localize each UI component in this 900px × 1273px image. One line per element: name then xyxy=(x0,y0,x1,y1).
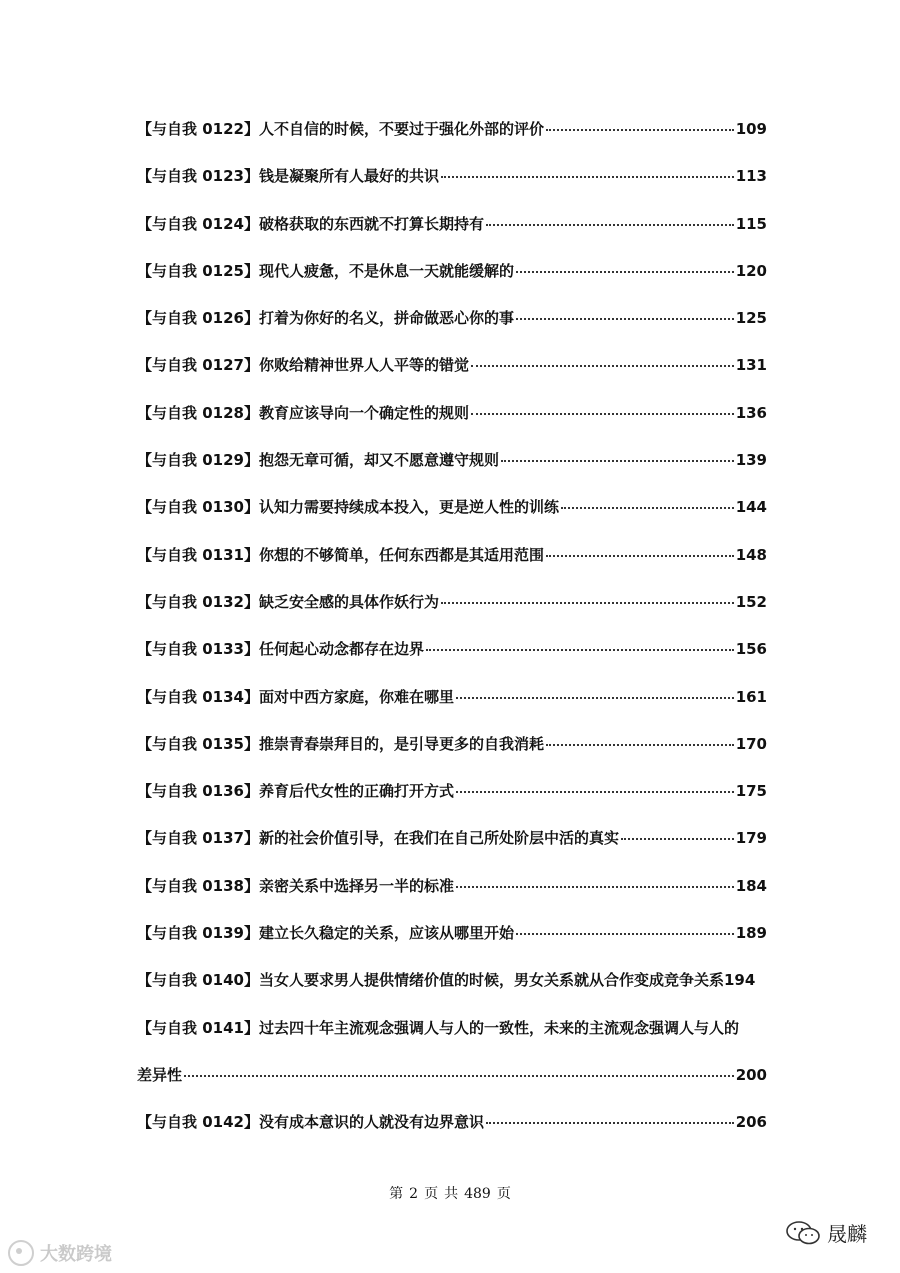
page-footer: 第 2 页 共 489 页 xyxy=(389,1186,511,1202)
dot-leader xyxy=(486,224,734,226)
entry-title: 打着为你好的名义，拼命做恶心你的事 xyxy=(258,309,514,328)
dot-leader xyxy=(546,744,734,746)
entry-title: 抱怨无章可循，却又不愿意遵守规则 xyxy=(258,451,499,470)
entry-title: 亲密关系中选择另一半的标准 xyxy=(258,876,454,895)
toc-entry[interactable] xyxy=(137,354,767,401)
entry-number: 【与自我 0124】 xyxy=(137,214,259,233)
entry-number: 【与自我 0130】 xyxy=(137,498,259,517)
dot-leader xyxy=(184,1075,734,1077)
toc-entry[interactable] xyxy=(137,1111,767,1158)
entry-title: 任何起心动念都存在边界 xyxy=(258,640,424,659)
entry-page: 131 xyxy=(735,356,767,375)
entry-title: 没有成本意识的人就没有边界意识 xyxy=(258,1113,484,1132)
entry-number: 【与自我 0138】 xyxy=(137,876,259,895)
dot-leader xyxy=(516,271,734,273)
entry-page: 179 xyxy=(735,829,767,848)
entry-number: 【与自我 0126】 xyxy=(137,309,259,328)
toc-entry[interactable] xyxy=(137,875,767,922)
entry-page: 125 xyxy=(735,309,767,328)
entry-page: 184 xyxy=(735,876,767,895)
entry-page: 136 xyxy=(735,403,767,422)
wechat-watermark: 晟麟 xyxy=(785,1218,867,1247)
entry-title: 差异性 xyxy=(137,1065,183,1084)
toc-entry[interactable] xyxy=(137,307,767,354)
entry-title: 养育后代女性的正确打开方式 xyxy=(258,782,454,801)
entry-title: 当女人要求男人提供情绪价值的时候，男女关系就从合作变成竞争关系 xyxy=(258,971,724,990)
total-pages: 489 xyxy=(464,1186,491,1202)
dot-leader xyxy=(456,886,734,888)
entry-number: 【与自我 0123】 xyxy=(137,167,259,186)
entry-page: 148 xyxy=(735,545,767,564)
dot-leader xyxy=(486,1122,734,1124)
entry-page: 115 xyxy=(735,214,767,233)
entry-page: 194 xyxy=(724,971,756,990)
entry-page: 120 xyxy=(735,261,767,280)
entry-number: 【与自我 0139】 xyxy=(137,924,259,943)
entry-page: 206 xyxy=(735,1113,767,1132)
entry-number: 【与自我 0141】 xyxy=(137,1018,259,1037)
dot-leader xyxy=(471,365,734,367)
toc-entry[interactable] xyxy=(137,402,767,449)
dot-leader xyxy=(516,933,734,935)
entry-page: 170 xyxy=(735,734,767,753)
entry-page: 200 xyxy=(735,1065,767,1084)
entry-title: 缺乏安全感的具体作妖行为 xyxy=(258,592,439,611)
entry-number: 【与自我 0135】 xyxy=(137,734,259,753)
dot-leader xyxy=(426,649,734,651)
toc-entry[interactable] xyxy=(137,496,767,543)
watermark-left: 大数跨境 xyxy=(8,1240,112,1266)
entry-number: 【与自我 0122】 xyxy=(137,120,259,138)
toc-entry[interactable] xyxy=(137,118,767,165)
entry-number: 【与自我 0127】 xyxy=(137,356,259,375)
entry-title: 认知力需要持续成本投入，更是逆人性的训练 xyxy=(258,498,559,517)
entry-page: 175 xyxy=(735,782,767,801)
dot-leader xyxy=(501,460,734,462)
dot-leader xyxy=(441,602,734,604)
toc-entry[interactable] xyxy=(137,922,767,969)
entry-title: 你败给精神世界人人平等的错觉 xyxy=(258,356,469,375)
entry-number: 【与自我 0129】 xyxy=(137,451,259,470)
toc-entry[interactable] xyxy=(137,165,767,212)
entry-title: 破格获取的东西就不打算长期持有 xyxy=(258,214,484,233)
entry-number: 【与自我 0140】 xyxy=(137,971,259,990)
dot-leader xyxy=(546,555,734,557)
entry-title: 面对中西方家庭，你难在哪里 xyxy=(258,687,454,706)
toc-entry[interactable] xyxy=(137,544,767,591)
toc-entry[interactable] xyxy=(137,449,767,496)
toc-entry[interactable] xyxy=(137,1017,767,1064)
dot-leader xyxy=(546,129,734,131)
toc-entry[interactable] xyxy=(137,591,767,638)
toc-entry[interactable] xyxy=(137,733,767,780)
dot-leader xyxy=(441,176,734,178)
toc-entry[interactable] xyxy=(137,827,767,874)
entry-number: 【与自我 0125】 xyxy=(137,261,259,280)
entry-number: 【与自我 0133】 xyxy=(137,640,259,659)
wechat-icon xyxy=(785,1219,821,1247)
entry-number: 【与自我 0137】 xyxy=(137,829,259,848)
entry-title: 推崇青春崇拜目的，是引导更多的自我消耗 xyxy=(258,734,544,753)
entry-number: 【与自我 0134】 xyxy=(137,687,259,706)
entry-title: 新的社会价值引导，在我们在自己所处阶层中活的真实 xyxy=(258,829,619,848)
dot-leader xyxy=(456,697,734,699)
table-of-contents xyxy=(137,118,767,1159)
toc-entry[interactable] xyxy=(137,969,767,1016)
entry-title: 过去四十年主流观念强调人与人的一致性，未来的主流观念强调人与人的 xyxy=(258,1018,739,1037)
dot-leader xyxy=(456,791,734,793)
entry-title: 钱是凝聚所有人最好的共识 xyxy=(258,167,439,186)
entry-number: 【与自我 0136】 xyxy=(137,782,259,801)
toc-entry[interactable] xyxy=(137,260,767,307)
entry-title: 人不自信的时候，不要过于强化外部的评价 xyxy=(258,120,544,138)
entry-page: 156 xyxy=(735,640,767,659)
dot-leader xyxy=(621,838,734,840)
toc-entry[interactable] xyxy=(137,686,767,733)
entry-title: 你想的不够简单，任何东西都是其适用范围 xyxy=(258,545,544,564)
entry-page: 152 xyxy=(735,592,767,611)
entry-number: 【与自我 0128】 xyxy=(137,403,259,422)
entry-number: 【与自我 0142】 xyxy=(137,1113,259,1132)
entry-page: 161 xyxy=(735,687,767,706)
toc-entry[interactable] xyxy=(137,638,767,685)
entry-page: 144 xyxy=(735,498,767,517)
dot-leader xyxy=(561,507,734,509)
toc-entry[interactable] xyxy=(137,780,767,827)
entry-number: 【与自我 0132】 xyxy=(137,592,259,611)
entry-title: 现代人疲惫，不是休息一天就能缓解的 xyxy=(258,261,514,280)
toc-entry-continued[interactable] xyxy=(137,1064,767,1111)
toc-entry[interactable] xyxy=(137,213,767,260)
entry-page: 109 xyxy=(735,120,767,138)
entry-page: 113 xyxy=(735,167,767,186)
entry-number: 【与自我 0131】 xyxy=(137,545,259,564)
current-page: 2 xyxy=(409,1186,419,1202)
dot-leader xyxy=(516,318,734,320)
entry-title: 教育应该导向一个确定性的规则 xyxy=(258,403,469,422)
watermark-logo-icon xyxy=(8,1240,34,1266)
entry-page: 139 xyxy=(735,451,767,470)
dot-leader xyxy=(471,413,734,415)
entry-page: 189 xyxy=(735,924,767,943)
entry-title: 建立长久稳定的关系，应该从哪里开始 xyxy=(258,924,514,943)
